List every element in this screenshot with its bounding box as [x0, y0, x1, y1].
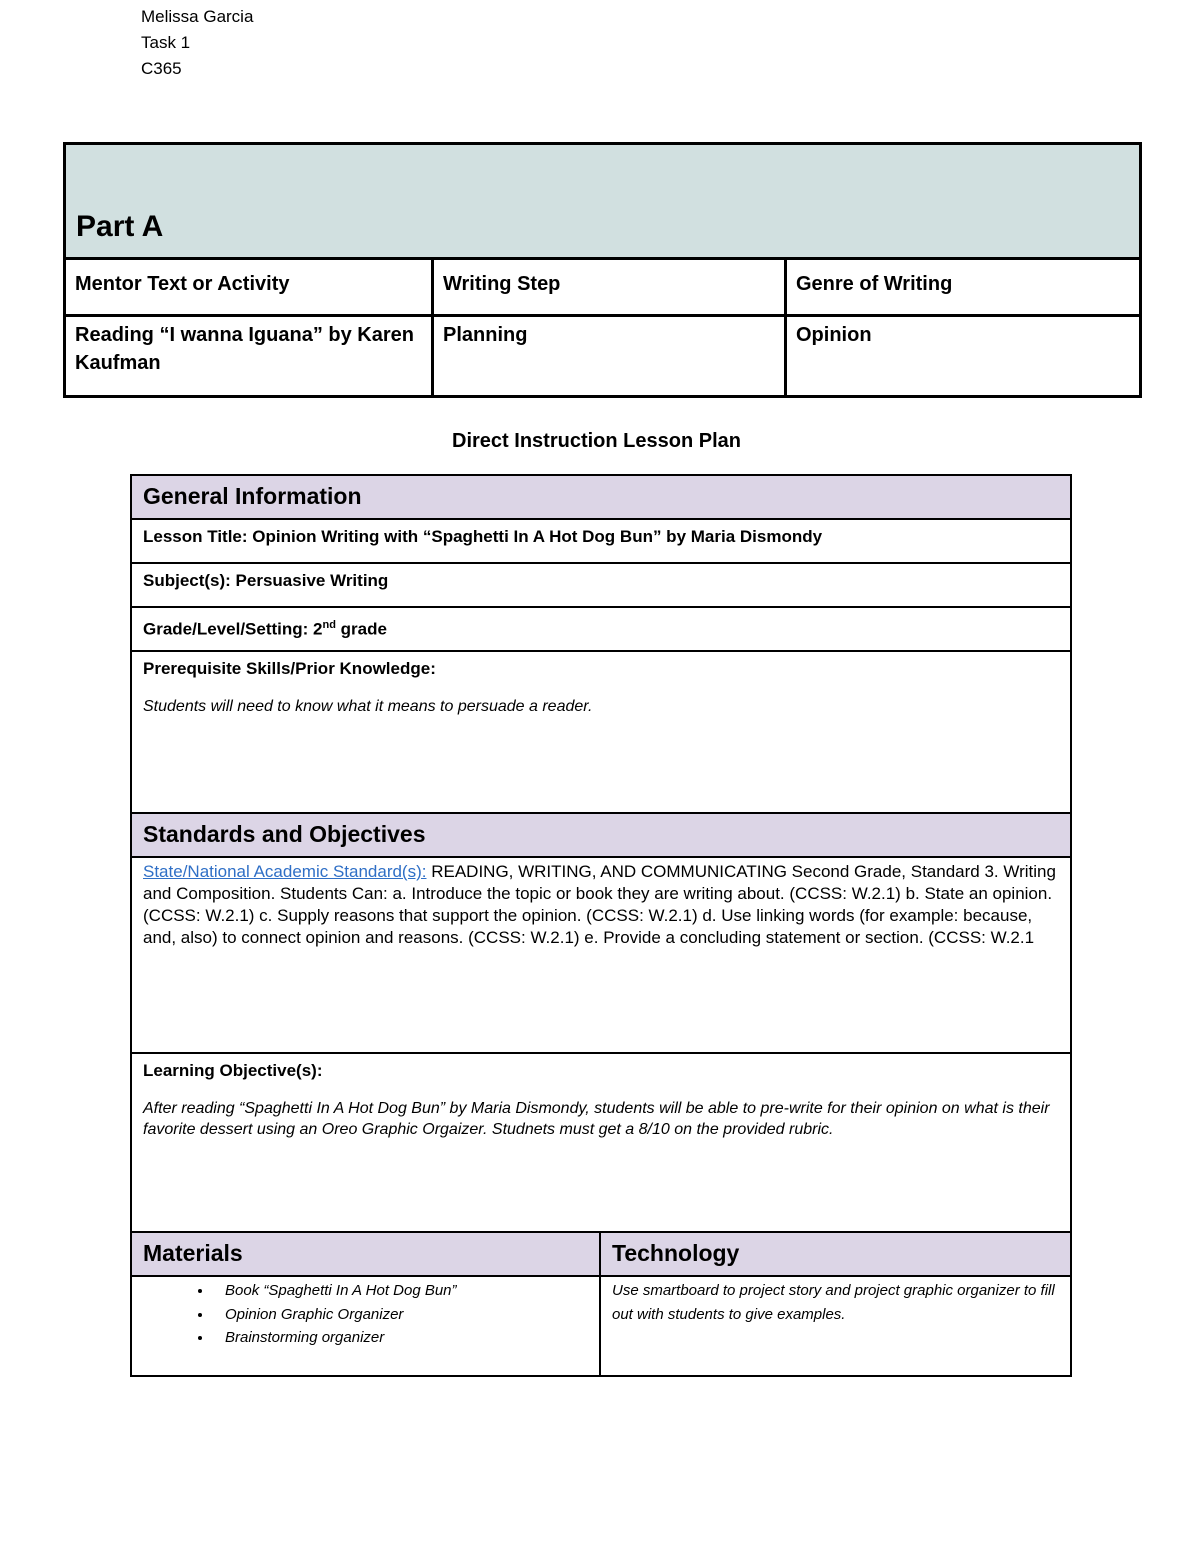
materials-list: [143, 1279, 588, 1350]
technology-cell: [600, 1276, 1071, 1376]
mentor-text-value: Reading “I wanna Iguana” by Karen Kaufman: [65, 316, 433, 397]
objective-cell: [131, 1053, 1071, 1232]
genre-header: Genre of Writing: [786, 259, 1141, 316]
subjects: Subject(s): Persuasive Writing: [131, 563, 1071, 607]
author-name: Melissa Garcia: [141, 7, 254, 26]
mentor-text-header: Mentor Text or Activity: [65, 259, 433, 316]
genre-value: Opinion: [786, 316, 1141, 397]
materials-heading: Materials: [131, 1232, 600, 1276]
lesson-title: Lesson Title: Opinion Writing with “Spaghetti In A Hot Dog Bun” by Maria Dismondy: [131, 519, 1071, 563]
list-item: • Book “Spaghetti In A Hot Dog Bun”: [213, 1279, 588, 1303]
grade-suffix-sup: nd: [322, 619, 336, 631]
grade-label: Grade/Level/Setting: 2: [143, 619, 323, 639]
grade-suffix: grade: [335, 619, 387, 639]
list-item: • Brainstorming organizer: [213, 1326, 588, 1350]
writing-step-header: Writing Step: [433, 259, 786, 316]
document-header: [141, 4, 253, 82]
part-a-title: Part A: [65, 144, 1141, 259]
standards-link[interactable]: State/National Academic Standard(s):: [143, 862, 427, 881]
prerequisite-label: Prerequisite Skills/Prior Knowledge:: [143, 659, 436, 678]
grade-level: [131, 607, 1071, 651]
course-code: C365: [141, 59, 182, 78]
objective-text: After reading “Spaghetti In A Hot Dog Bun” by Maria Dismondy, students will be able to pre-write for their opinion on what is their favorite dessert using an Oreo Graphic Orgaizer. Studnets must get a 8/10 on the provided rubric.: [143, 1100, 1050, 1138]
technology-heading: Technology: [600, 1232, 1071, 1276]
prerequisite-cell: [131, 651, 1071, 813]
lesson-plan-table: [130, 474, 1072, 1377]
standards-heading: Standards and Objectives: [131, 813, 1071, 857]
materials-cell: [131, 1276, 600, 1376]
writing-step-value: Planning: [433, 316, 786, 397]
objective-label: Learning Objective(s):: [143, 1061, 323, 1080]
lesson-plan-title: Direct Instruction Lesson Plan: [452, 430, 741, 452]
part-a-table: [63, 142, 1142, 398]
technology-text: Use smartboard to project story and project graphic organizer to fill out with students to give examples.: [612, 1282, 1055, 1323]
prerequisite-text: Students will need to know what it means to persuade a reader.: [143, 698, 593, 715]
general-info-heading: General Information: [131, 475, 1071, 519]
standards-text: READING, WRITING, AND COMMUNICATING Second Grade, Standard 3. Writing and Composition. Students Can: a. Introduce the topic or book they are writing about. (CCSS: W.2.1) b. State an opinion. (CCSS: W.2.1) c. Supply reasons that support the opinion. (CCSS: W.2.1) d. Use linking words (for example: because, and, also) to connect opinion and reasons. (CCSS: W.2.1) e. Provide a concluding statement or section. (CCSS: W.2.1: [143, 862, 1056, 947]
standards-cell: [131, 857, 1071, 1053]
task-label: Task 1: [141, 33, 191, 52]
list-item: • Opinion Graphic Organizer: [213, 1303, 588, 1327]
